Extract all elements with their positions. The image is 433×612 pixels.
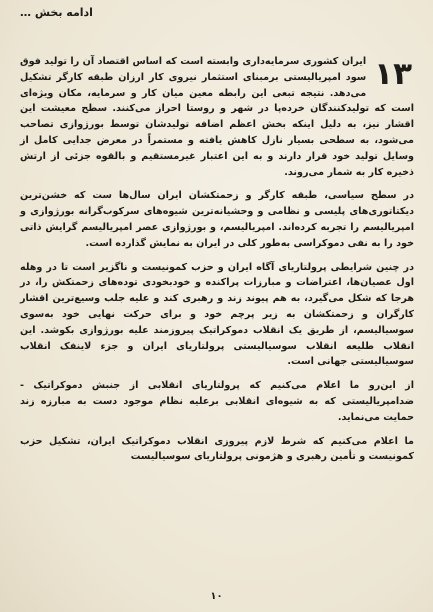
paragraph-2: در سطح سیاسی، طبقه کارگر و زحمتکشان ایران سال‌ها ست که خشن‌ترین دیکتاتوری‌های پلیسی و نظامی و وحشیانه‌ترین شیوه‌های سرکوب‌گرانه بورژوازی و امپریالیسم را تجربه کرده‌اند. امپریالیسم، و بورژوازی عصر امپریالیسم گرایش ذاتی خود را به نفی دموکراسی به‌طور کلی در ایران به نمایش گذارده است.: [20, 190, 414, 249]
continuation-text: ادامه بخش: [34, 6, 93, 19]
continuation-heading: ادامه بخش …: [20, 6, 93, 19]
body-text: [20, 50, 414, 473]
page-number: ۱۰: [210, 591, 223, 602]
paragraph-3: در چنین شرایطی پرولتاریای آگاه ایران و حزب کمونیست و ناگزیر است تا در وهله اول عصیان‌ها، اعتراضات و مبارزات پراکنده و خودبخودی توده‌های زحمتکش را، در هرجا که شکل می‌گیرد، به هم پیوند زند و رهبری کند و علیه جلب وسیع‌ترین اقشار کارگران و زحمتکشان به زیر پرچم خود و برای حرکت نهایی خود به‌سوی سوسیالیسم، از طریق یک انقلاب دموکراتیک پیروزمند علیه بورژوازی بکوشد. این انقلاب طلیعه انقلاب سوسیالیستی پرولتاریای ایران و جزء لاینفک انقلاب سوسیالیستی جهانی است.: [20, 261, 414, 368]
section-number: ۱۳: [374, 56, 412, 92]
paragraph-4: از این‌رو ما اعلام می‌کنیم که پرولتاریای انقلابی از جنبش دموکراتیک - ضدامپریالیستی که به شیوه‌ای انقلابی برعلیه نظام موجود دست به مبارزه زند حمایت می‌نماید.: [20, 380, 414, 423]
paragraph-1-text: ایران کشوری سرمایه‌داری وابسته است که اساس اقتصاد آن را تولید فوق سود امپریالیستی برمبنای استثمار نیروی کار ارزان طبقه کارگر تشکیل می‌دهد. نتیجه تبعی این رابطه معین میان کار و سرمایه، مکان ویژه‌ای است که تولیدکنندگان خرده‌پا در شهر و روستا احراز می‌کنند. سطح معیشت این اقشار نیز، به دلیل اینکه بخش اعظم اضافه تولیدشان توسط بورژوازی تصاحب می‌شود، به سطحی بسیار نازل کاهش یافته و مستمراً در معرض جدایی کامل از وسایل تولید خود قرار دارند و به این اعتبار غیرمستقیم و بالقوه جزئی از ارتش ذخیره کار به شمار می‌روند.: [20, 56, 414, 178]
paragraph-5: ما اعلام می‌کنیم که شرط لازم پیروزی انقلاب دموکراتیک ایران، تشکیل حزب کمونیست و تأمین رهبری و هژمونی پرولتاریای سوسیالیست: [20, 435, 414, 463]
paragraph-1: [20, 54, 414, 180]
